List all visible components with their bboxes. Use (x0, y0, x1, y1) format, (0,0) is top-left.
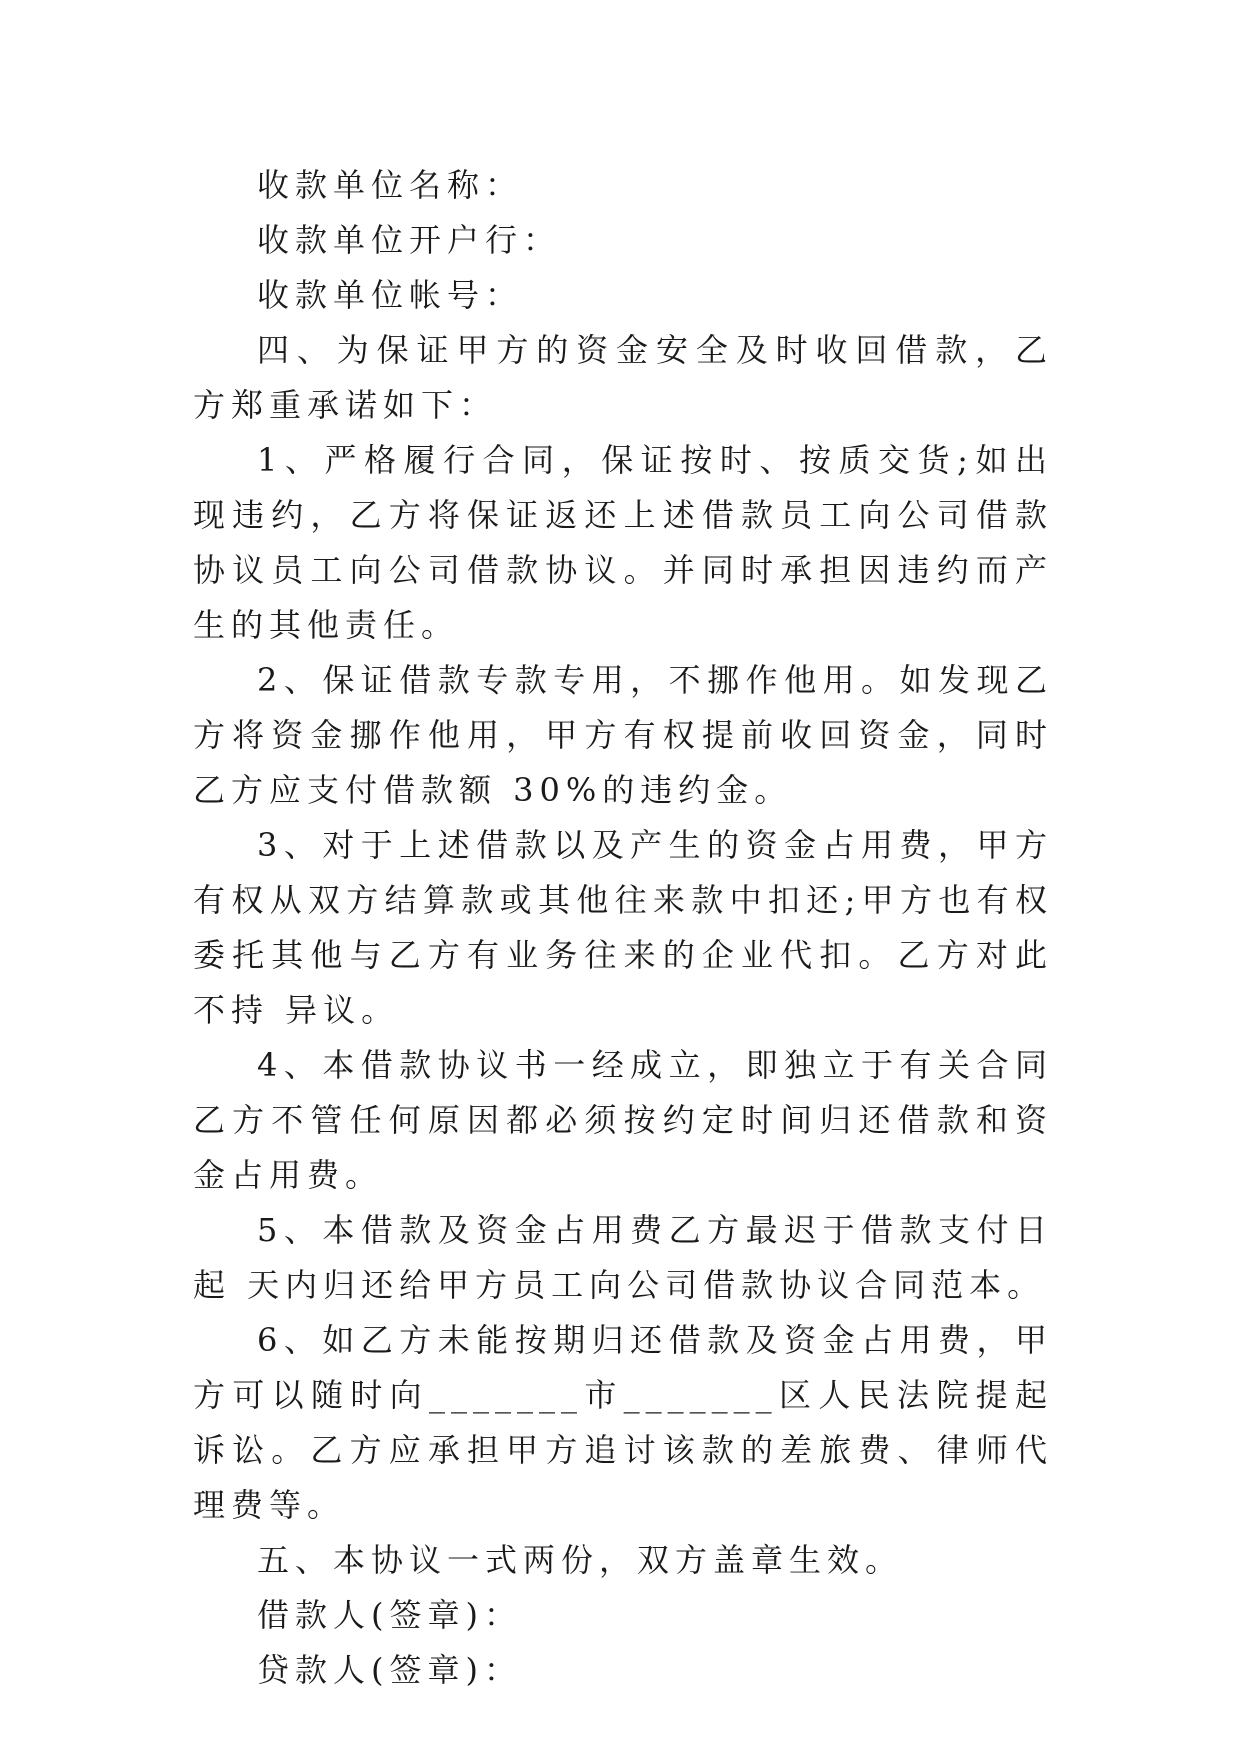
clause-item-1: 1、严格履行合同，保证按时、按质交货;如出现违约，乙方将保证返还上述借款员工向公司借款协议员工向公司借款协议。并同时承担因违约而产生的其他责任。 (193, 441, 1053, 644)
clause-item-5: 5、本借款及资金占用费乙方最迟于借款支付日起 天内归还给甲方员工向公司借款协议合同范本。 (193, 1211, 1053, 1304)
payee-account-line: 收款单位帐号： (257, 276, 524, 314)
clause-item-6: 6、如乙方未能按期归还借款及资金占用费，甲方可以随时向_______市_______区人民法院提起诉讼。乙方应承担甲方追讨该款的差旅费、律师代理费等。 (193, 1321, 1053, 1524)
clause-item-3: 3、对于上述借款以及产生的资金占用费，甲方有权从双方结算款或其他往来款中扣还;甲方也有权委托其他与乙方有业务往来的企业代扣。乙方对此不持 异议。 (193, 826, 1053, 1029)
payee-name-line: 收款单位名称： (257, 166, 524, 204)
clause-item-2: 2、保证借款专款专用，不挪作他用。如发现乙方将资金挪作他用，甲方有权提前收回资金，同时乙方应支付借款额 30%的违约金。 (193, 661, 1053, 809)
clause-four-heading: 四、为保证甲方的资金安全及时收回借款，乙方郑重承诺如下： (193, 331, 1053, 424)
borrower-signature-line: 借款人(签章)： (257, 1596, 522, 1634)
document-body (193, 158, 1053, 1698)
payee-bank-line: 收款单位开户行： (257, 221, 562, 259)
lender-signature-line: 贷款人(签章)： (257, 1651, 522, 1689)
clause-item-4: 4、本借款协议书一经成立，即独立于有关合同乙方不管任何原因都必须按约定时间归还借款和资金占用费。 (193, 1046, 1053, 1194)
clause-five: 五、本协议一式两份，双方盖章生效。 (257, 1541, 904, 1579)
